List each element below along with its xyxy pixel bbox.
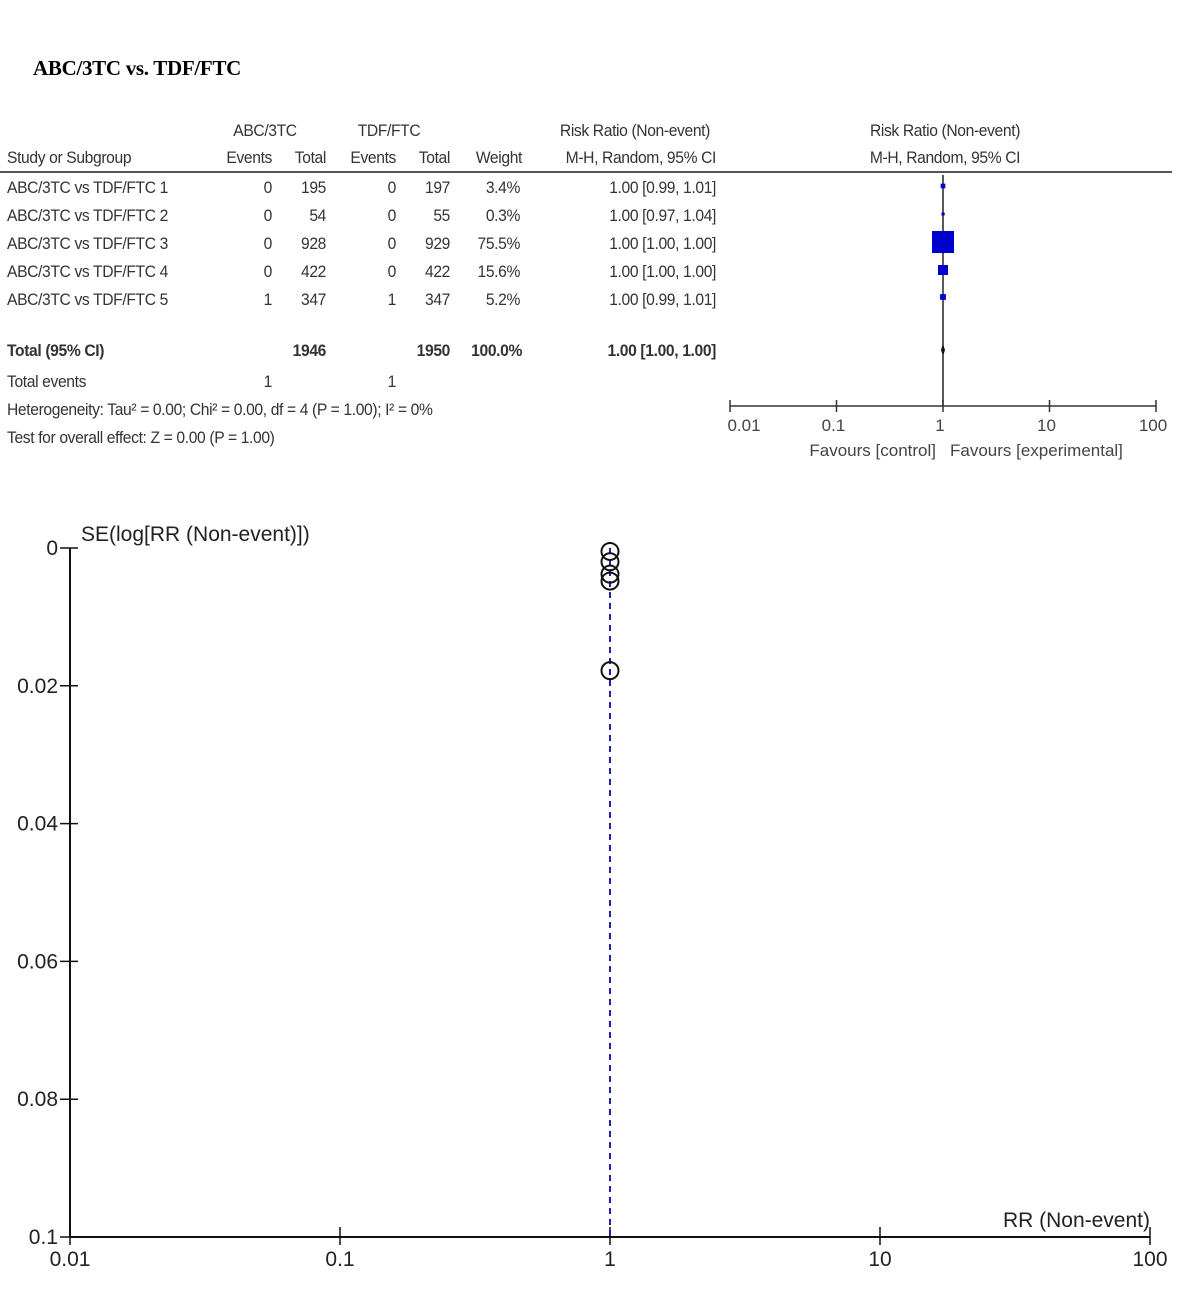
weight-header: Weight <box>475 148 522 167</box>
overall-effect-text: Test for overall effect: Z = 0.00 (P = 1.00) <box>7 428 275 447</box>
study-marker <box>941 184 946 189</box>
total1-cell: 347 <box>301 290 326 309</box>
y-tick-label: 0.02 <box>17 674 58 698</box>
total-label: Total (95% CI) <box>7 341 105 360</box>
events1-cell: 0 <box>263 206 272 225</box>
total1-sum: 1946 <box>292 341 326 360</box>
total2-header: Total <box>418 148 450 167</box>
weight-cell: 15.6% <box>477 262 520 281</box>
favours-experimental-label: Favours [experimental] <box>950 441 1123 460</box>
ci-cell: 1.00 [1.00, 1.00] <box>609 234 716 253</box>
events2-cell: 0 <box>387 178 396 197</box>
events1-cell: 0 <box>263 234 272 253</box>
x-tick-label: 1 <box>604 1248 616 1271</box>
total-diamond <box>941 344 945 356</box>
total1-cell: 195 <box>301 178 326 197</box>
x-tick-label: 100 <box>1132 1248 1168 1271</box>
ci-cell: 1.00 [1.00, 1.00] <box>609 262 716 281</box>
study-name: ABC/3TC vs TDF/FTC 5 <box>7 290 168 309</box>
heterogeneity-text: Heterogeneity: Tau² = 0.00; Chi² = 0.00, df = 4 (P = 1.00); I² = 0% <box>7 400 433 419</box>
ci-cell: 1.00 [0.99, 1.01] <box>609 178 716 197</box>
rr-column-title: Risk Ratio (Non-event) <box>559 121 710 140</box>
y-axis-label: SE(log[RR (Non-event)]) <box>81 523 310 546</box>
y-tick-label: 0.04 <box>17 812 58 836</box>
forest-tick-label: 10 <box>1037 416 1056 435</box>
total-events2: 1 <box>387 372 396 391</box>
total-events1: 1 <box>263 372 272 391</box>
total2-cell: 347 <box>425 290 450 309</box>
total1-cell: 422 <box>301 262 326 281</box>
y-tick-label: 0.08 <box>17 1088 58 1112</box>
study-marker <box>938 265 948 275</box>
forest-tick-label: 0.01 <box>727 416 761 435</box>
x-axis-label: RR (Non-event) <box>1002 1209 1150 1232</box>
total2-cell: 55 <box>433 206 450 225</box>
x-tick-label: 0.1 <box>325 1248 355 1271</box>
total-ci: 1.00 [1.00, 1.00] <box>607 341 716 360</box>
y-tick-label: 0.06 <box>17 950 58 974</box>
favours-control-label: Favours [control] <box>809 441 936 460</box>
study-name: ABC/3TC vs TDF/FTC 4 <box>7 262 168 281</box>
total1-cell: 54 <box>309 206 326 225</box>
x-tick-label: 0.01 <box>49 1248 91 1271</box>
ci-cell: 1.00 [0.97, 1.04] <box>609 206 716 225</box>
study-name: ABC/3TC vs TDF/FTC 1 <box>7 178 168 197</box>
total2-sum: 1950 <box>416 341 450 360</box>
ci-cell: 1.00 [0.99, 1.01] <box>609 290 716 309</box>
total2-cell: 929 <box>425 234 450 253</box>
total2-cell: 197 <box>425 178 450 197</box>
forest-tick-label: 100 <box>1138 416 1168 435</box>
x-tick-label: 10 <box>868 1248 892 1271</box>
forest-tick-label: 1 <box>935 416 945 435</box>
y-tick-label: 0.1 <box>28 1226 58 1249</box>
total-events-label: Total events <box>7 372 87 391</box>
total-weight: 100.0% <box>471 341 522 360</box>
study-name: ABC/3TC vs TDF/FTC 3 <box>7 234 168 253</box>
study-name: ABC/3TC vs TDF/FTC 2 <box>7 206 168 225</box>
events1-cell: 0 <box>263 178 272 197</box>
study-marker <box>942 213 945 216</box>
weight-cell: 5.2% <box>485 290 520 309</box>
page-title: ABC/3TC vs. TDF/FTC <box>33 56 242 80</box>
weight-cell: 75.5% <box>477 234 520 253</box>
total2-cell: 422 <box>425 262 450 281</box>
study-marker <box>932 231 954 253</box>
events2-cell: 0 <box>387 262 396 281</box>
forest-tick-label: 0.1 <box>821 416 846 435</box>
total1-header: Total <box>294 148 326 167</box>
plot-column-title: Risk Ratio (Non-event) <box>869 121 1021 140</box>
weight-cell: 3.4% <box>485 178 520 197</box>
total1-cell: 928 <box>301 234 326 253</box>
y-tick-label: 0 <box>46 537 58 560</box>
events2-cell: 0 <box>387 206 396 225</box>
group1-header: ABC/3TC <box>233 121 297 140</box>
events1-cell: 1 <box>263 290 272 309</box>
study-marker <box>940 294 946 300</box>
rr-column-method: M-H, Random, 95% CI <box>565 148 716 167</box>
study-header: Study or Subgroup <box>7 148 132 167</box>
plot-column-method: M-H, Random, 95% CI <box>869 148 1021 167</box>
events1-header: Events <box>226 148 272 167</box>
group2-header: TDF/FTC <box>357 121 421 140</box>
weight-cell: 0.3% <box>485 206 520 225</box>
events2-cell: 1 <box>387 290 396 309</box>
events1-cell: 0 <box>263 262 272 281</box>
events2-cell: 0 <box>387 234 396 253</box>
events2-header: Events <box>350 148 396 167</box>
